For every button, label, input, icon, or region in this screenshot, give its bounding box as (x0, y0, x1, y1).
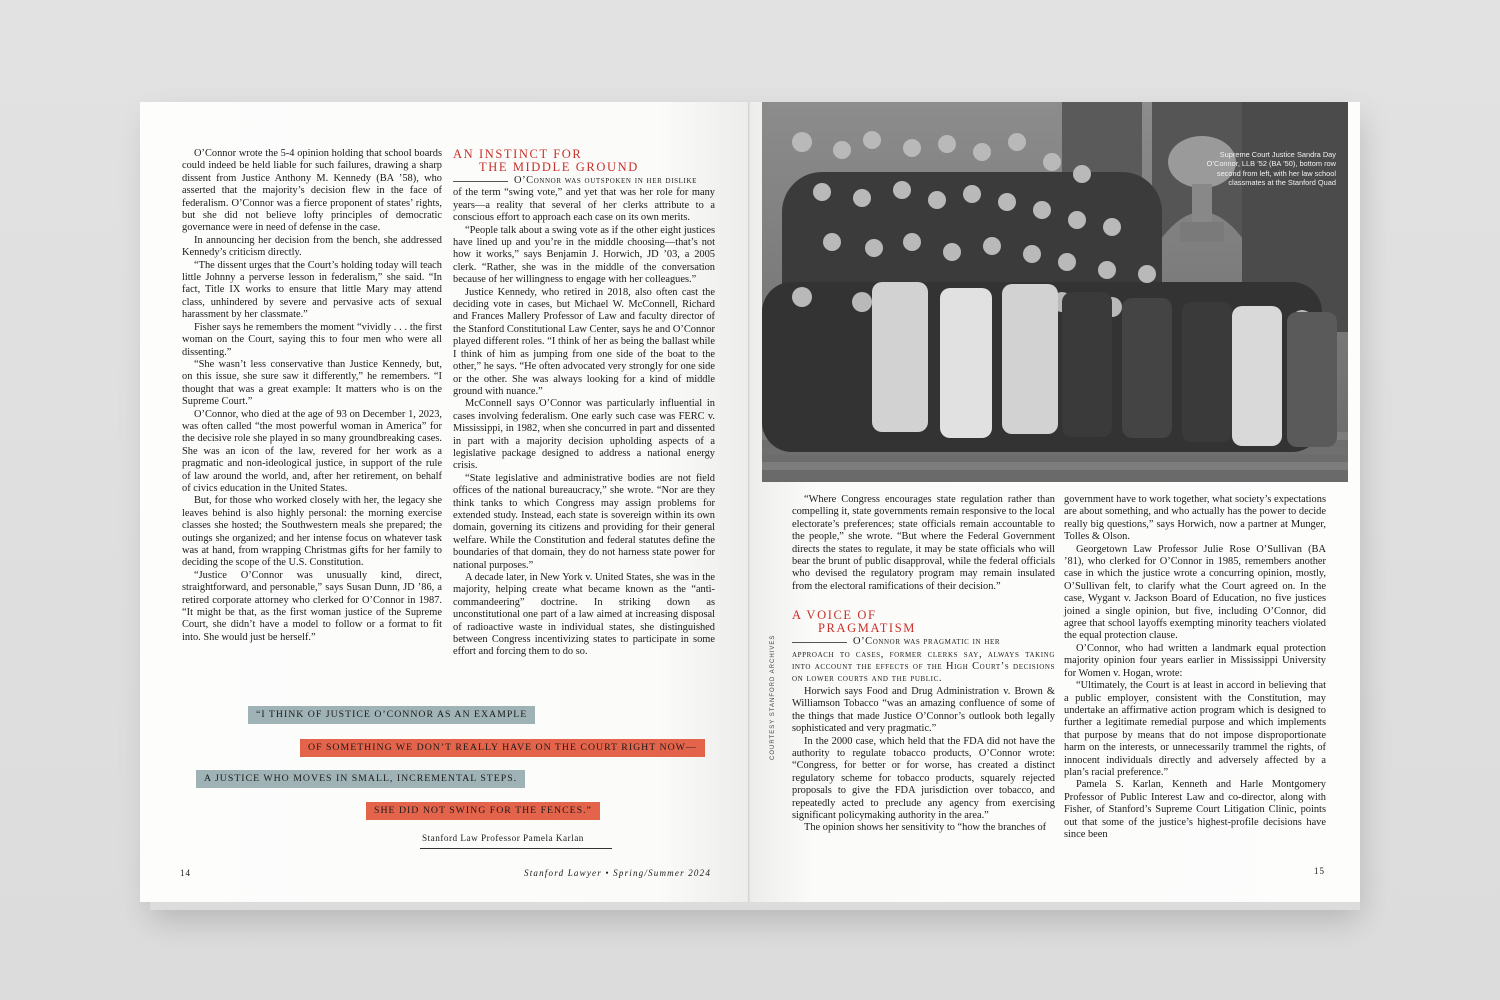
left-column-2 (453, 148, 715, 659)
paragraph: “Justice O’Connor was unusually kind, direct, straightforward, and personable,” says Susan Dunn, JD ’86, a retired corporate attorney who clerked for O’Connor in 1987. “It might be that, as the first woman justice of the Supreme Court, she didn’t have a model to follow or a format to fit into. She would just be herself.” (182, 569, 442, 643)
paragraph: O’Connor wrote the 5-4 opinion holding that school boards could indeed be held liable for such failures, drawing a sharp dissent from Justice Anthony M. Kennedy (BA ’58), who asserted that the majority’s decision flew in the face of federalism. O’Connor was a fierce proponent of states’ rights, but she did not believe lofty principles of democratic governance were in need of defense in the case. (182, 148, 442, 234)
paragraph: In announcing her decision from the bench, she addressed Kennedy’s criticism directly. (182, 234, 442, 259)
right-column-2 (1064, 494, 1326, 841)
pull-quote-line-3: A JUSTICE WHO MOVES IN SMALL, INCREMENTAL STEPS. (196, 770, 525, 788)
pull-quote-attribution: Stanford Law Professor Pamela Karlan (422, 833, 584, 843)
running-footer: Stanford Lawyer • Spring/Summer 2024 (524, 868, 712, 878)
paragraph: In the 2000 case, which held that the FDA did not have the authority to regulate tobacco products, O’Connor wrote: “Congress, for better or for worse, has created a distinct regulatory scheme for tobacco products, squarely rejected proposals to give the FDA jurisdiction over tobacco, and repeatedly acted to preclude any agency from exercising significant policymaking authority in the area.” (792, 735, 1055, 821)
section-heading-middle-ground (453, 148, 715, 173)
paragraph: A decade later, in New York v. United States, she was in the majority, helping create what became known as the “anti-commandeering” doctrine. In striking down as unconstitutional one part of a law aimed at increasing disposal of radioactive waste in individual states, she distinguished between Congress incentivizing states to participate in some effort and forcing them to do so. (453, 572, 715, 658)
paragraph: But, for those who worked closely with her, the legacy she leaves behind is also highly personal: the morning exercise classes she hosted; the Southwestern meals she prepared; the outings she organized; and her intense focus on whatever task was at hand, from wrapping Christmas gifts for her family to deciding the scope of the U.S. Constitution. (182, 495, 442, 569)
paragraph: government have to work together, what society’s expectations are about something, and who actually has the power to decide really big questions,” says Horwich, now a partner at Munger, Tolles & Olson. (1064, 494, 1326, 543)
paragraph: “State legislative and administrative bodies are not field offices of the national bureaucracy,” she wrote. “Nor are they think tanks to which Congress may assign problems for extended study. Instead, each state is sovereign within its own domain, governing its citizens and providing for their general welfare. While the Constitution and federal statutes define the boundaries of that domain, they do not harness state power for national purposes.” (453, 472, 715, 571)
photo-credit: COURTESY STANFORD ARCHIVES (770, 634, 776, 760)
paragraph: O’Connor, who had written a landmark equal protection majority opinion four years earlier in Mississippi University for Women v. Hogan, wrote: (1064, 642, 1326, 679)
paragraph: Fisher says he remembers the moment “vividly . . . the first woman on the Court, saying this to four men who were all dissenting.” (182, 321, 442, 358)
pull-quote-line-1: “I THINK OF JUSTICE O’CONNOR AS AN EXAMPLE (248, 706, 535, 724)
heading-line-2: THE MIDDLE GROUND (479, 159, 639, 174)
pull-quote-line-2: OF SOMETHING WE DON’T REALLY HAVE ON THE COURT RIGHT NOW— (300, 739, 705, 757)
page-number-left: 14 (180, 868, 191, 878)
photo-caption: Supreme Court Justice Sandra Day O’Connor, LLB ’52 (BA ’50), bottom row second from left, with her law school classmates at the Stanford Quad (1206, 150, 1336, 188)
paragraph: O’Connor, who died at the age of 93 on December 1, 2023, was often called “the most powerful woman in America” for the decisive role she played in so many groundbreaking cases. She was an icon of the law, revered for her work as a pragmatic and non-ideological justice, in support of the rule of law around the world, and, after her retirement, on behalf of civics education in the United States. (182, 408, 442, 494)
paragraph: “She wasn’t less conservative than Justice Kennedy, but, on this issue, she sure saw it differently,” he remembers. “I thought that was a great example: It matters who is on the Supreme Court.” (182, 358, 442, 408)
heading-line-2: PRAGMATISM (818, 620, 916, 635)
paragraph: “People talk about a swing vote as if the other eight justices have lined up and you’re in the middle choosing—that’s not how it works,” says Benjamin J. Horwich, JD ’03, a 2005 clerk. “Rather, she was in the middle of the conversation because of her willingness to engage with her colleagues.” (453, 224, 715, 286)
lead-in-row (453, 175, 715, 187)
page-number-right: 15 (1314, 866, 1325, 876)
lead-rule (792, 642, 847, 643)
paragraph: of the term “swing vote,” and yet that was her role for many years—a reality that several of her clerks attribute to a conscious effort to approach each case on its own merits. (453, 187, 715, 224)
paragraph: Pamela S. Karlan, Kenneth and Harle Montgomery Professor of Public Interest Law and co-director, along with Fisher, of Stanford’s Supreme Court Litigation Clinic, points out that some of the justice’s highest-profile decisions have since been (1064, 779, 1326, 840)
section-heading-pragmatism (792, 609, 1055, 634)
heading-line-1: A VOICE OF (792, 608, 877, 623)
paragraph: Horwich says Food and Drug Administration v. Brown & Williamson Tobacco “was an amazing confluence of some of the things that made Justice O’Connor’s outlook both legally sophisticated and very pragmatic.” (792, 685, 1055, 735)
class-photo (762, 102, 1348, 482)
lead-in-row (792, 636, 1055, 648)
paragraph: “The dissent urges that the Court’s holding today will teach little Johnny a perverse lesson in federalism,” she said. “In fact, Title IX works to ensure that little Mary may attend class, unhindered by severe and pervasive acts of sexual harassment by her classmate.” (182, 259, 442, 321)
paragraph: approach to cases, former clerks say, always taking into account the effects of the High Court’s decisions on lower courts and the public. (792, 648, 1055, 685)
lead-in-text: O’Connor was outspoken in her dislike (514, 175, 697, 186)
paragraph: McConnell says O’Connor was particularly influential in cases involving federalism. One early such case was FERC v. Mississippi, in 1982, when she concurred in part and dissented in part with a majority decision upholding aspects of a legislative package designed to address a national energy crisis. (453, 398, 715, 472)
heading-line-1: AN INSTINCT FOR (453, 147, 583, 161)
left-column-1 (182, 148, 442, 644)
lead-rule (453, 181, 508, 182)
lead-in-text: O’Connor was pragmatic in her (853, 636, 1001, 648)
paragraph: Georgetown Law Professor Julie Rose O’Sullivan (BA ’81), who clerked for O’Connor in 1985, remembers another case in which the justice wrote a concurring opinion, mostly, O’Sullivan felt, to clarify what the Court agreed on. In the case, Wygant v. Jackson Board of Education, no five justices joined a single opinion, but five, including O’Connor, did agree that school layoffs exempting minority teachers violated the equal protection clause. (1064, 543, 1326, 642)
paragraph: “Ultimately, the Court is at least in accord in believing that a public employer, consistent with the Constitution, may undertake an affirmative action program which is designed to further a legitimate remedial purpose and which implements that purpose by means that do not impose disproportionate harm on the interests, or unnecessarily trammel the rights, of innocent individuals directly and adversely affected by a plan’s racial preference.” (1064, 680, 1326, 778)
pull-quote-line-4: SHE DID NOT SWING FOR THE FENCES.” (366, 802, 600, 820)
attribution-rule (420, 848, 612, 849)
paragraph: Justice Kennedy, who retired in 2018, also often cast the deciding vote in cases, but Michael W. McConnell, Richard and Frances Mallery Professor of Law and faculty director of the Stanford Constitutional Law Center, says he and O’Connor played different roles. “I think of her as being the ballast while I think of him as jumping from one side of the boat to the other,” he says. “He often advocated very strongly for one side or the other. She was always looking for a kind of middle ground with nuance.” (453, 286, 715, 397)
right-column-1 (792, 494, 1055, 835)
paragraph: “Where Congress encourages state regulation rather than compelling it, state governments remain responsive to the local electorate’s preferences; state officials remain accountable to the people,” she wrote. “But where the Federal Government directs the states to regulate, it may be state officials who will bear the brunt of public disapproval, while the federal officials who devised the regulatory program may remain insulated from the electoral ramifications of their decision.” (792, 494, 1055, 592)
paragraph: The opinion shows her sensitivity to “how the branches of (804, 822, 1047, 834)
